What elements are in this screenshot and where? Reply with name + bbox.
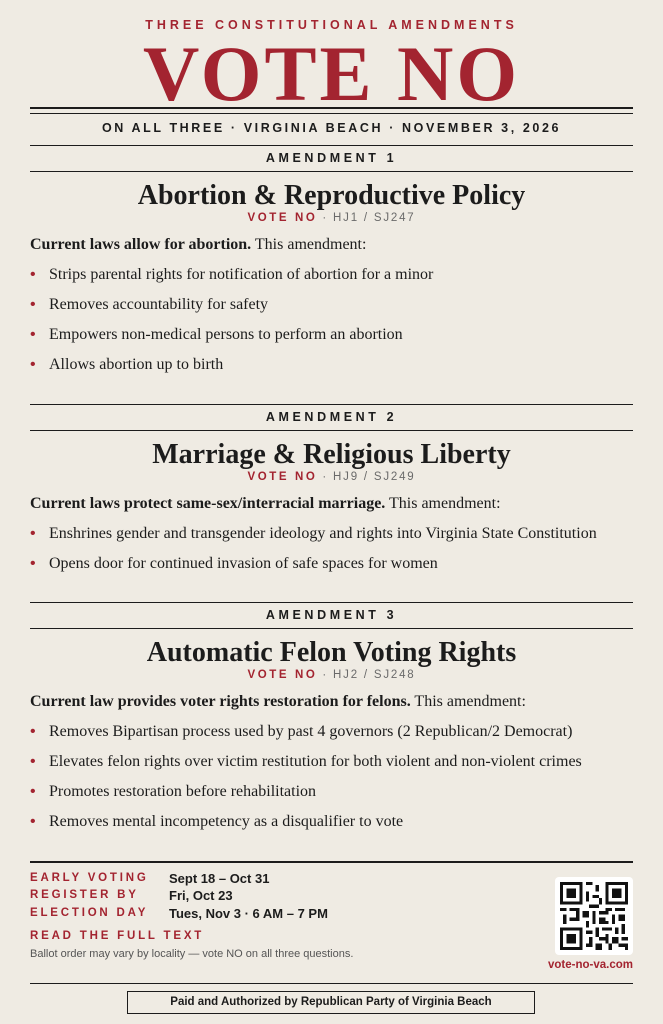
bullet-icon: • [30, 813, 36, 830]
info-key: REGISTER BY [30, 889, 139, 901]
intro-bold: Current laws protect same-sex/interracial marriage. [30, 495, 386, 512]
amendment-1-title: Abortion & Reproductive Policy [137, 180, 526, 211]
amendment-2-label: AMENDMENT 2 [265, 410, 398, 424]
list-item: • Removes Bipartisan process used by past 4 governors (2 Republican/2 Democrat) [30, 723, 573, 740]
divider [30, 404, 633, 405]
read-full-text-link[interactable]: READ THE FULL TEXT [30, 930, 205, 942]
vote-no-tag: VOTE NO [247, 669, 318, 681]
list-item: • Opens door for continued invasion of safe spaces for women [30, 555, 438, 572]
amendment-3-title: Automatic Felon Voting Rights [146, 637, 517, 668]
vote-no-tag: VOTE NO [247, 471, 318, 483]
amendment-2-title: Marriage & Religious Liberty [152, 439, 511, 470]
divider [30, 861, 633, 863]
amendment-1-bullets [30, 265, 633, 385]
info-key: EARLY VOTING [30, 872, 149, 884]
amendment-2-vote-line [30, 471, 633, 483]
bullet-icon: • [30, 296, 36, 313]
info-value: Sept 18 – Oct 31 [169, 871, 270, 886]
bullet-icon: • [30, 525, 36, 542]
amendment-3-vote-line [30, 669, 633, 681]
divider [30, 107, 633, 109]
amendment-2-intro [30, 494, 633, 514]
list-item: • Removes mental incompetency as a disqualifier to vote [30, 813, 404, 830]
info-key: ELECTION DAY [30, 907, 149, 919]
bill-number: · HJ1 / SJ247 [317, 212, 416, 224]
bill-number: · HJ9 / SJ249 [317, 471, 416, 483]
bill-number: · HJ2 / SJ248 [317, 669, 416, 681]
amendment-3-intro [30, 692, 633, 712]
amendment-1-label: AMENDMENT 1 [265, 151, 398, 165]
qr-code-graphic [560, 882, 628, 950]
divider [30, 145, 633, 146]
bullet-icon: • [30, 266, 36, 283]
list-item: • Allows abortion up to birth [30, 356, 224, 373]
qr-code-icon[interactable] [555, 877, 633, 955]
vote-no-tag: VOTE NO [247, 212, 318, 224]
bullet-icon: • [30, 555, 36, 572]
divider [30, 171, 633, 172]
bullet-icon: • [30, 783, 36, 800]
subline: ON ALL THREE · VIRGINIA BEACH · NOVEMBER 3, 2026 [101, 121, 562, 135]
amendment-2-bullets [30, 524, 633, 584]
website-link[interactable]: vote-no-va.com [548, 959, 633, 971]
intro-rest: This amendment: [410, 693, 526, 710]
intro-bold: Current laws allow for abortion. [30, 236, 252, 253]
divider [30, 430, 633, 431]
divider [30, 113, 633, 114]
amendment-1-vote-line [30, 212, 633, 224]
amendment-3-bullets [30, 722, 633, 842]
list-item: • Enshrines gender and transgender ideology and rights into Virginia State Constitution [30, 525, 597, 542]
list-item: • Removes accountability for safety [30, 296, 269, 313]
info-value: Tues, Nov 3 · 6 AM – 7 PM [169, 906, 328, 921]
paid-for-disclaimer: Paid and Authorized by Republican Party of Virginia Beach [127, 991, 535, 1014]
amendment-1-intro [30, 235, 633, 255]
intro-bold: Current law provides voter rights restoration for felons. [30, 693, 411, 710]
list-item: • Strips parental rights for notification of abortion for a minor [30, 266, 434, 283]
amendment-3-label: AMENDMENT 3 [265, 608, 398, 622]
list-item: • Elevates felon rights over victim restitution for both violent and non-violent crimes [30, 753, 582, 770]
divider [30, 602, 633, 603]
headline: VOTE NO [143, 30, 520, 117]
info-value: Fri, Oct 23 [169, 888, 233, 903]
ballot-note: Ballot order may vary by locality — vote NO on all three questions. [30, 948, 354, 960]
bullet-icon: • [30, 356, 36, 373]
bullet-icon: • [30, 753, 36, 770]
divider [30, 983, 633, 984]
intro-rest: This amendment: [385, 495, 501, 512]
kicker: THREE CONSTITUTIONAL AMENDMENTS [145, 18, 518, 32]
bullet-icon: • [30, 326, 36, 343]
list-item: • Promotes restoration before rehabilitation [30, 783, 317, 800]
divider [30, 628, 633, 629]
bullet-icon: • [30, 723, 36, 740]
intro-rest: This amendment: [251, 236, 367, 253]
list-item: • Empowers non-medical persons to perform an abortion [30, 326, 403, 343]
